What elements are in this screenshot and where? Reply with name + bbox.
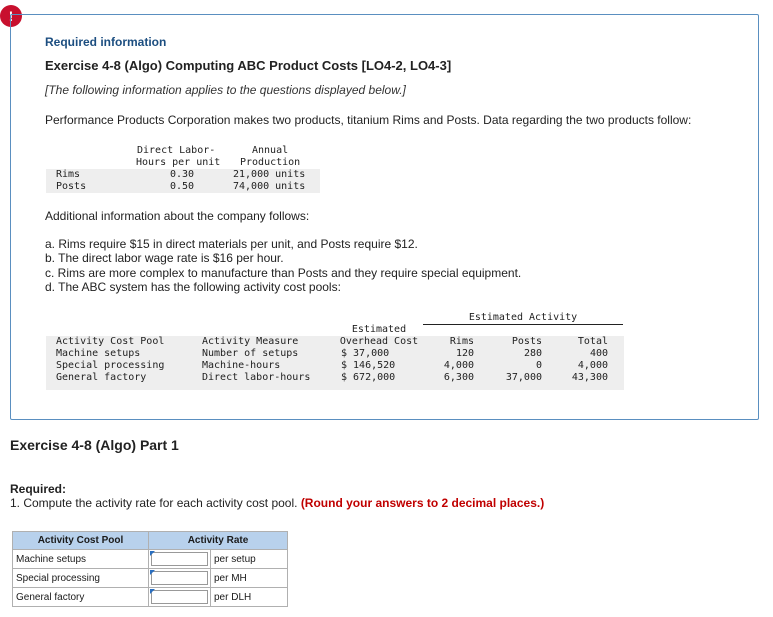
table-row-posts: 37,000 <box>505 372 542 383</box>
col-header-rims: Rims <box>449 336 474 347</box>
header-activity-cost-pool: Activity Cost Pool <box>13 532 149 550</box>
table-row-production: 74,000 units <box>233 181 306 192</box>
table-row-pool: Machine setups <box>56 348 141 359</box>
intro-text: Performance Products Corporation makes two products, titanium Rims and Posts. Data regarding the two products follow: <box>45 113 692 127</box>
table-row <box>13 550 288 569</box>
rate-cell <box>149 569 211 588</box>
applies-note: [The following information applies to the questions displayed below.] <box>45 83 406 97</box>
table-row-pool: General factory <box>56 372 147 383</box>
header-underline <box>423 324 623 325</box>
table-row-measure: Machine-hours <box>202 360 281 371</box>
table-row-pool: Special processing <box>56 360 165 371</box>
unit-label: per setup <box>211 550 288 569</box>
col-header-posts: Posts <box>511 336 542 347</box>
col-header-pool: Activity Cost Pool <box>56 336 165 347</box>
table-row-posts: 280 <box>523 348 542 359</box>
table-row-rims: 6,300 <box>443 372 474 383</box>
pool-label-machine-setups: Machine setups <box>13 550 149 569</box>
answer-table-header <box>13 532 288 550</box>
table-row-measure: Direct labor-hours <box>202 372 311 383</box>
table-row-total: 43,300 <box>571 372 608 383</box>
table-row-posts: 0 <box>535 360 542 371</box>
table-row-overhead: $ 37,000 <box>341 348 390 359</box>
pool-label-special-processing: Special processing <box>13 569 149 588</box>
list-item: c. Rims are more complex to manufacture than Posts and they require special equipment. <box>45 266 522 280</box>
table-row-total: 4,000 <box>577 360 608 371</box>
part-title: Exercise 4-8 (Algo) Part 1 <box>10 437 179 453</box>
col-header-production-line2: Production <box>240 157 301 168</box>
header-activity-rate: Activity Rate <box>149 532 288 550</box>
col-header-total: Total <box>577 336 608 347</box>
pool-label-general-factory: General factory <box>13 588 149 607</box>
machine-setups-rate-input[interactable] <box>151 552 208 566</box>
estimated-activity-header: Estimated Activity <box>468 312 578 323</box>
col-header-overhead-line2: Overhead Cost <box>339 336 419 347</box>
table-row-rims: 4,000 <box>443 360 474 371</box>
table-row-total: 400 <box>589 348 608 359</box>
unit-label: per DLH <box>211 588 288 607</box>
input-indicator-icon <box>150 570 155 575</box>
input-indicator-icon <box>150 589 155 594</box>
question-text <box>10 496 544 510</box>
col-header-dlh-line2: Hours per unit <box>136 157 221 168</box>
exercise-title: Exercise 4-8 (Algo) Computing ABC Product Costs [LO4-2, LO4-3] <box>45 58 452 73</box>
col-header-overhead-line1: Estimated <box>351 324 407 335</box>
special-processing-rate-input[interactable] <box>151 571 208 585</box>
question-body: 1. Compute the activity rate for each activity cost pool. <box>10 496 298 510</box>
general-factory-rate-input[interactable] <box>151 590 208 604</box>
required-info-heading: Required information <box>45 35 167 49</box>
table-row-product: Posts <box>56 181 87 192</box>
list-item: a. Rims require $15 in direct materials per unit, and Posts require $12. <box>45 237 418 251</box>
table-row-dlh: 0.30 <box>170 169 195 180</box>
product-data-table <box>46 145 320 193</box>
list-item: b. The direct labor wage rate is $16 per hour. <box>45 251 284 265</box>
col-header-production-line1: Annual <box>252 145 289 156</box>
answer-table <box>12 531 288 607</box>
table-row-product: Rims <box>56 169 81 180</box>
table-row-measure: Number of setups <box>202 348 299 359</box>
col-header-measure: Activity Measure <box>202 336 299 347</box>
required-label: Required: <box>10 482 67 496</box>
rate-cell <box>149 588 211 607</box>
additional-info-heading: Additional information about the company follows: <box>45 209 310 223</box>
alert-icon: ! <box>0 5 22 27</box>
table-row-production: 21,000 units <box>233 169 306 180</box>
activity-cost-pool-table <box>46 312 624 390</box>
table-row-overhead: $ 146,520 <box>341 360 396 371</box>
unit-label: per MH <box>211 569 288 588</box>
input-indicator-icon <box>150 551 155 556</box>
col-header-dlh-line1: Direct Labor- <box>137 145 216 156</box>
table-row-dlh: 0.50 <box>170 181 195 192</box>
table-row <box>13 569 288 588</box>
table-row-overhead: $ 672,000 <box>341 372 396 383</box>
table-row <box>13 588 288 607</box>
rate-cell <box>149 550 211 569</box>
rounding-note: (Round your answers to 2 decimal places.) <box>300 496 545 510</box>
list-item: d. The ABC system has the following activity cost pools: <box>45 280 341 294</box>
table-row-rims: 120 <box>455 348 474 359</box>
